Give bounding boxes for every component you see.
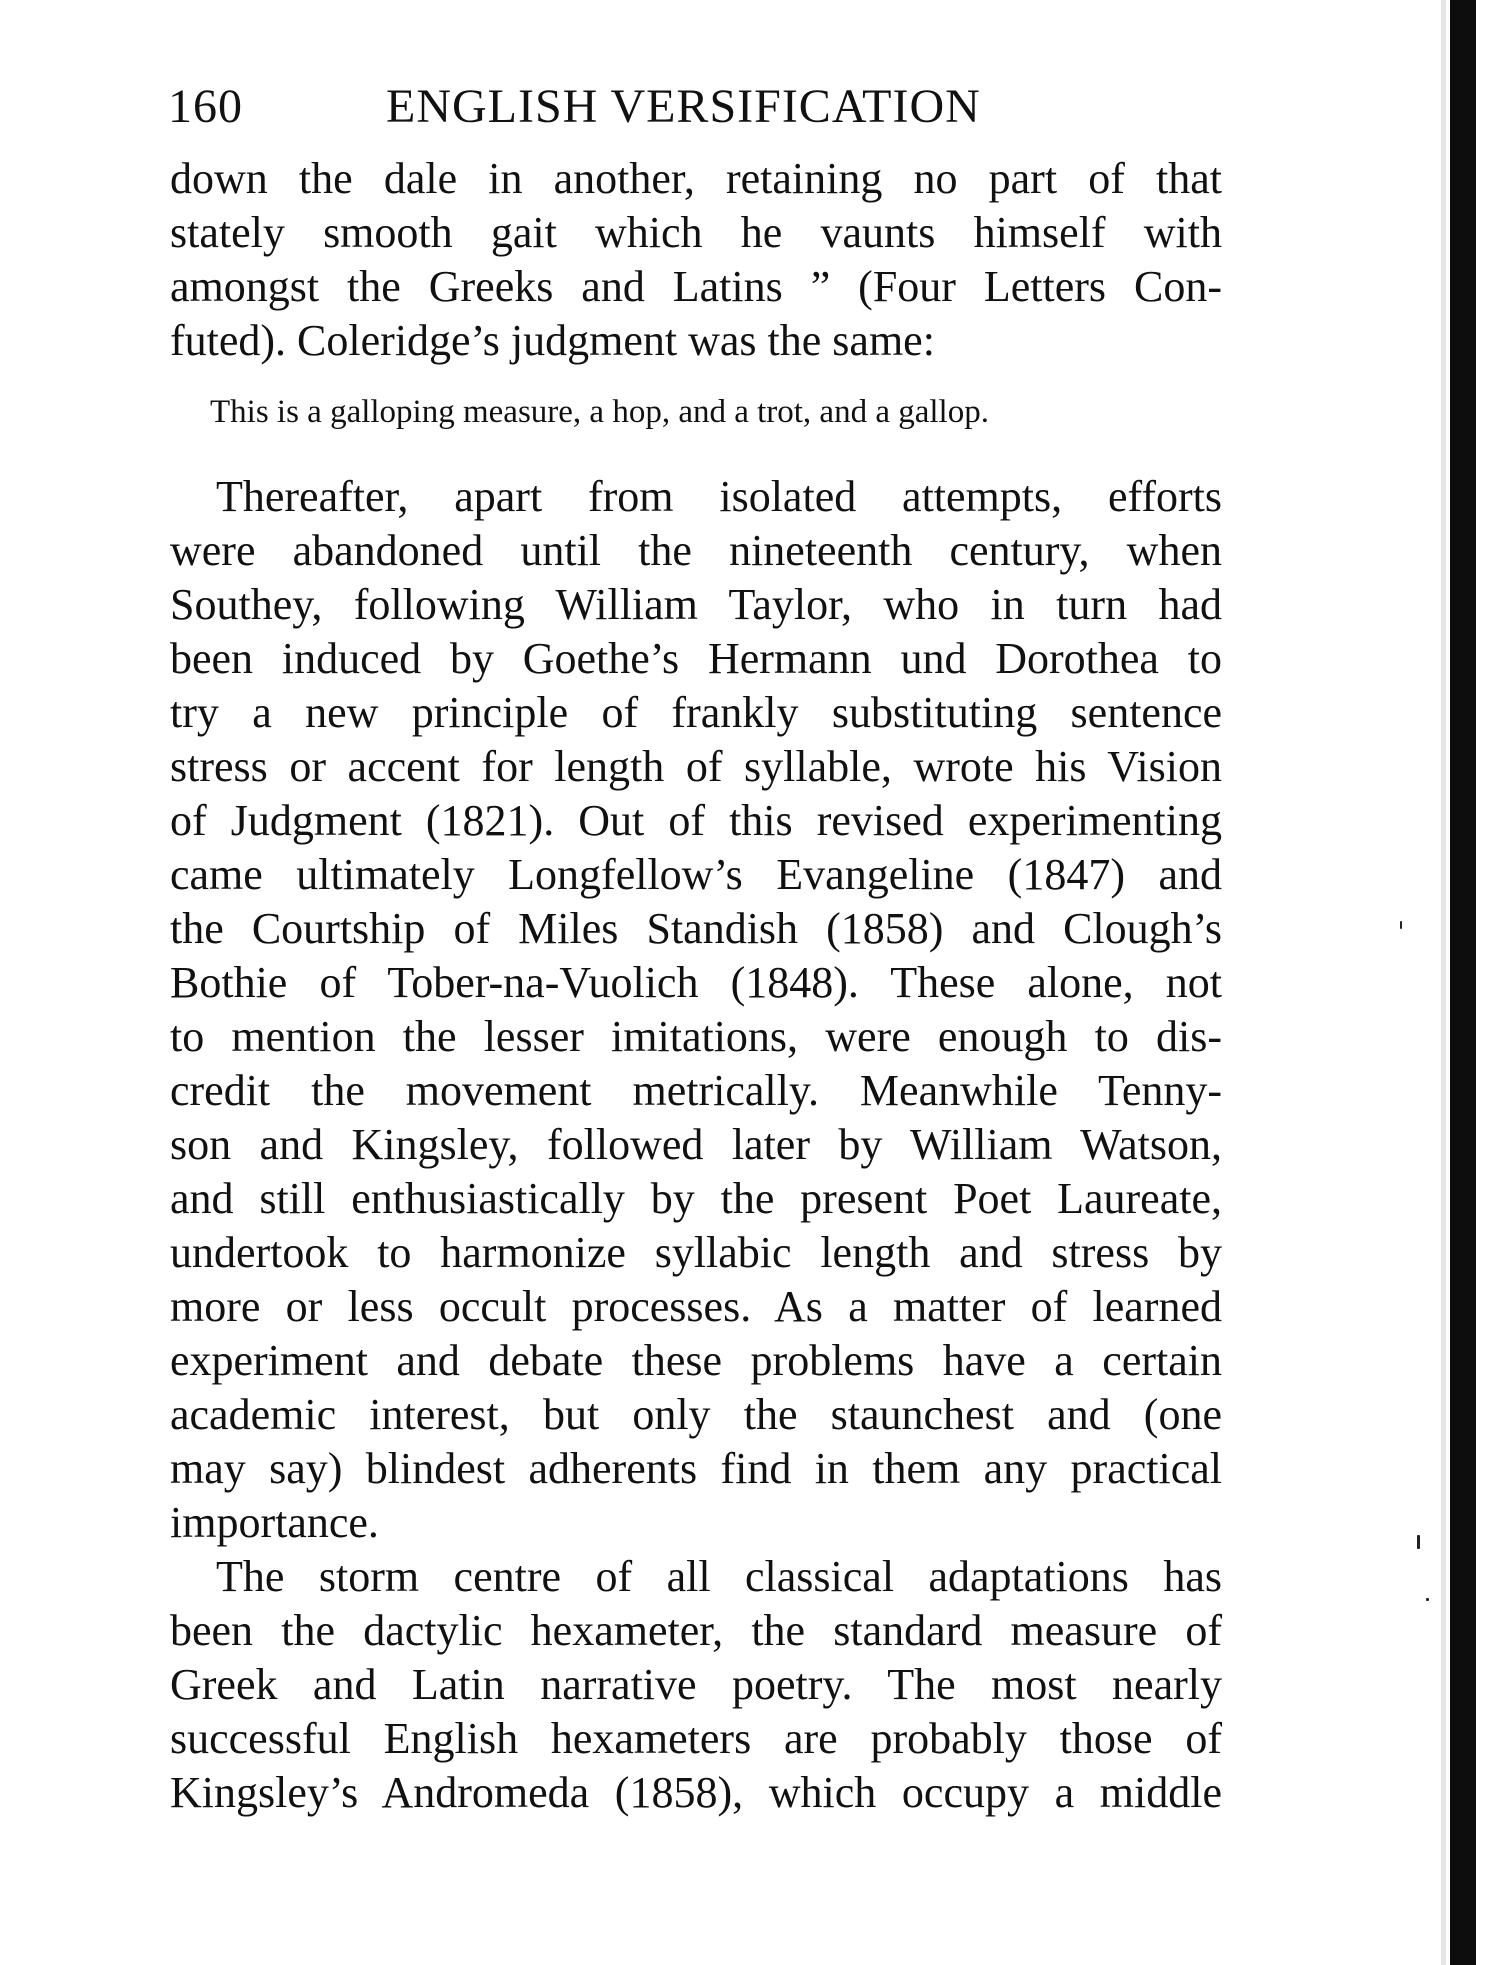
- text-line: son and Kingsley, followed later by William Watson,: [170, 1120, 1222, 1169]
- scan-speck: [1417, 1535, 1420, 1549]
- paragraph-continuation: [170, 152, 1222, 368]
- paragraph-thereafter: [170, 470, 1222, 1550]
- text-line: academic interest, but only the staunchest and (one: [170, 1390, 1222, 1439]
- text-line: been induced by Goethe’s Hermann und Dorothea to: [170, 634, 1222, 683]
- text-line: undertook to harmonize syllabic length and stress by: [170, 1228, 1222, 1277]
- scan-margin-bar: [1450, 0, 1476, 1965]
- paragraph-storm-centre: [170, 1550, 1222, 1820]
- text-line: may say) blindest adherents find in them any practical: [170, 1444, 1222, 1493]
- verse-quotation: This is a galloping measure, a hop, and a trot, and a gallop.: [210, 394, 989, 430]
- text-line: Greek and Latin narrative poetry. The most nearly: [170, 1660, 1222, 1709]
- running-title: ENGLISH VERSIFICATION: [386, 80, 981, 133]
- text-line: credit the movement metrically. Meanwhile Tenny-: [170, 1066, 1222, 1115]
- text-line: of Judgment (1821). Out of this revised experimenting: [170, 796, 1222, 845]
- text-line: experiment and debate these problems have a certain: [170, 1336, 1222, 1385]
- text-line: successful English hexameters are probably those of: [170, 1714, 1222, 1763]
- text-line: to mention the lesser imitations, were enough to dis-: [170, 1012, 1222, 1061]
- text-line: stately smooth gait which he vaunts himself with: [170, 208, 1222, 257]
- text-line: amongst the Greeks and Latins ” (Four Letters Con-: [170, 262, 1222, 311]
- page-number: 160: [168, 80, 243, 133]
- page-header: [168, 72, 1218, 142]
- text-line: were abandoned until the nineteenth century, when: [170, 526, 1222, 575]
- text-line: been the dactylic hexameter, the standard measure of: [170, 1606, 1222, 1655]
- text-line: down the dale in another, retaining no part of that: [170, 154, 1222, 203]
- text-line: Thereafter, apart from isolated attempts, efforts: [216, 472, 1222, 521]
- text-line: Southey, following William Taylor, who in turn had: [170, 580, 1222, 629]
- text-line: try a new principle of frankly substituting sentence: [170, 688, 1222, 737]
- text-line: and still enthusiastically by the present Poet Laureate,: [170, 1174, 1222, 1223]
- text-line: Kingsley’s Andromeda (1858), which occupy a middle: [170, 1768, 1222, 1817]
- text-line: importance.: [170, 1498, 379, 1547]
- text-line: the Courtship of Miles Standish (1858) and Clough’s: [170, 904, 1222, 953]
- scan-speck: [1400, 921, 1402, 929]
- text-line: came ultimately Longfellow’s Evangeline (1847) and: [170, 850, 1222, 899]
- scan-speck: [1426, 1598, 1429, 1601]
- text-line: stress or accent for length of syllable, wrote his Vision: [170, 742, 1222, 791]
- text-line: futed). Coleridge’s judgment was the same:: [170, 316, 935, 365]
- body-text: [170, 152, 1222, 1820]
- text-line: The storm centre of all classical adaptations has: [216, 1552, 1222, 1601]
- text-line: more or less occult processes. As a matter of learned: [170, 1282, 1222, 1331]
- text-line: Bothie of Tober-na-Vuolich (1848). These alone, not: [170, 958, 1222, 1007]
- page-gutter-shadow: [1441, 0, 1446, 1965]
